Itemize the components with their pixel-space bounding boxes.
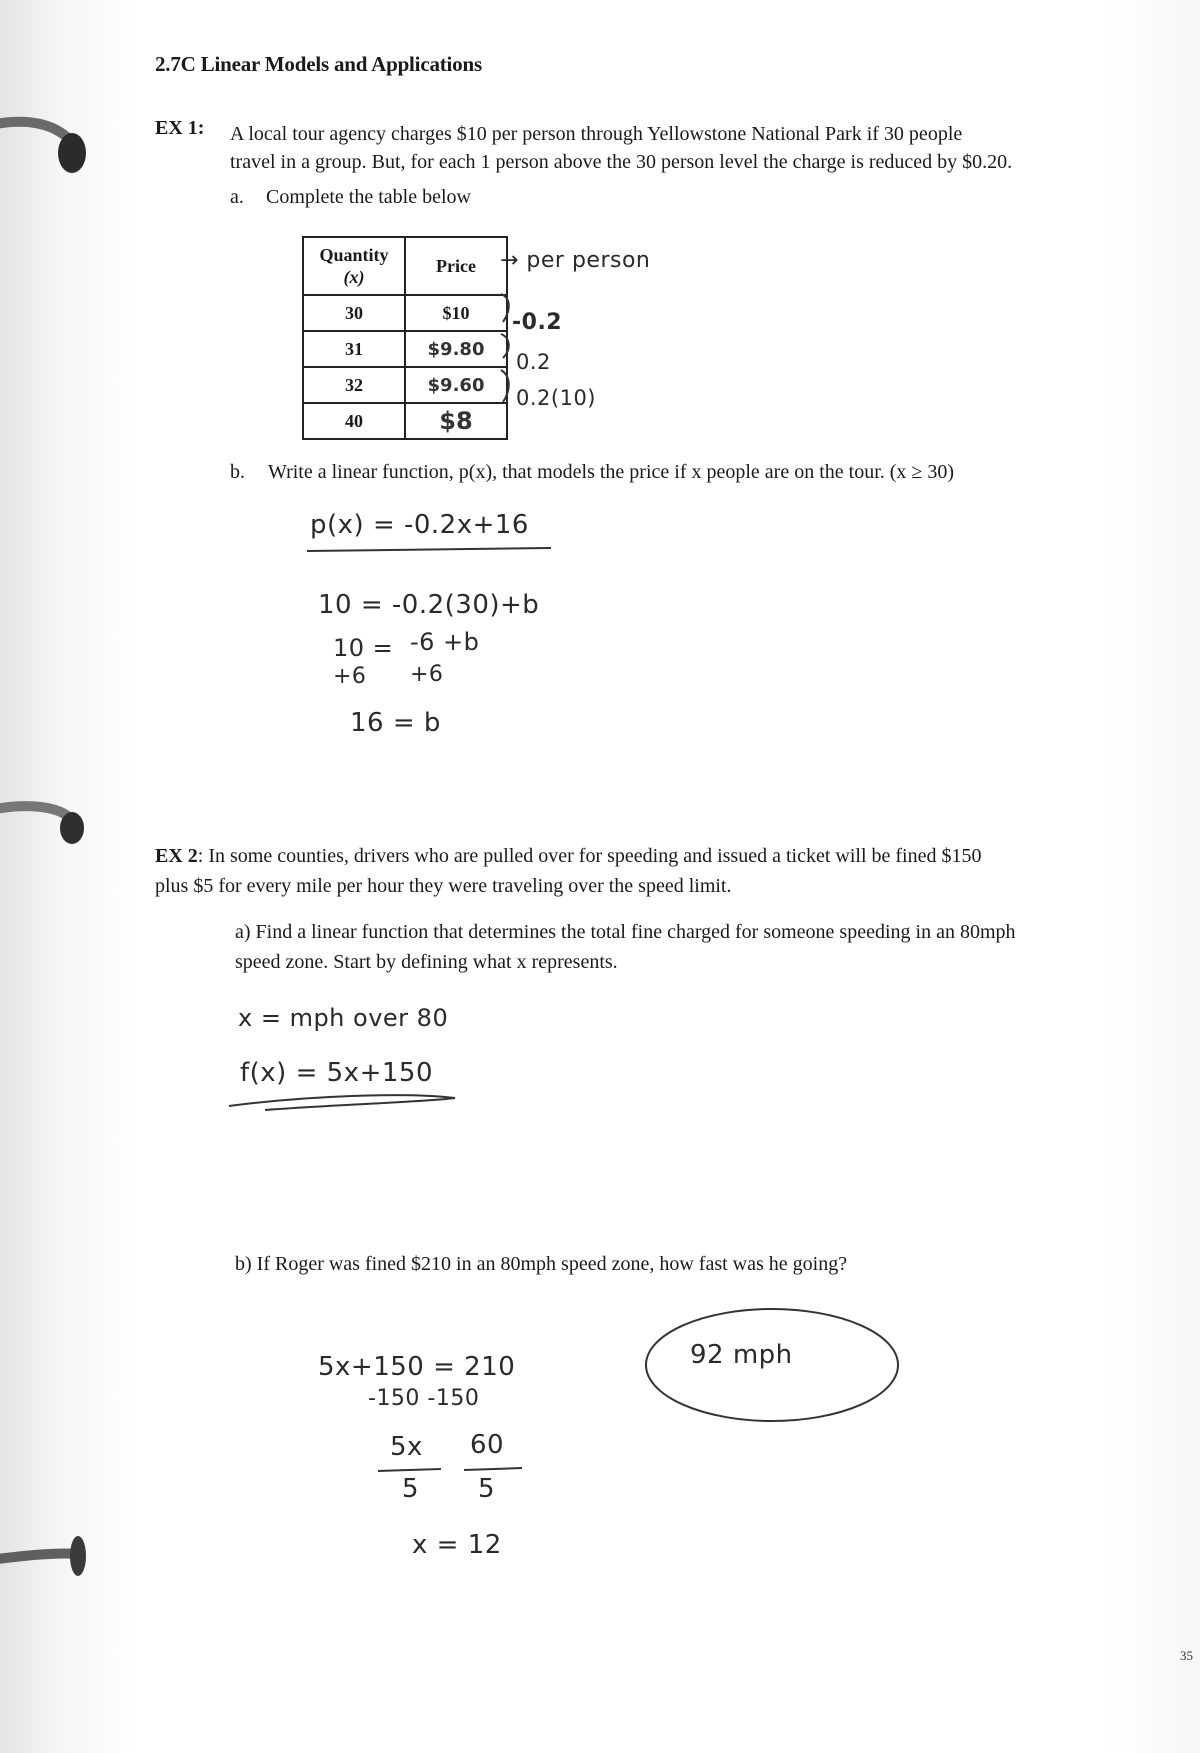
ex1-part-b-label: b. [230,461,245,483]
hw-step3-left: +6 [333,664,367,689]
header-quantity-var: (x) [343,267,365,287]
hw-b-step3-right: 60 [470,1430,505,1460]
price-table [302,236,508,440]
price-cell-handwritten: $9.60 [405,367,507,403]
hw-b-step5: x = 12 [412,1530,502,1560]
table-header-quantity [303,237,405,295]
header-quantity-label: Quantity [319,245,389,265]
binder-ring-top-icon [0,95,100,185]
hw-b-answer: 92 mph [690,1340,793,1370]
price-cell-handwritten: $8 [405,403,507,439]
hw-step3-right: +6 [410,662,444,687]
binder-ring-middle-icon [0,790,100,870]
hw-b-step4-right: 5 [478,1474,496,1504]
page-number: 35 [1180,1648,1193,1663]
table-header-price: Price [405,237,507,295]
ex1-text-line2: travel in a group. But, for each 1 person above the 30 person level the charge is reduced by $0.20. [230,151,1013,173]
hw-define-x: x = mph over 80 [238,1004,449,1032]
hw-step2-right: -6 +b [410,628,480,656]
hw-b-step3-left: 5x [390,1432,423,1462]
hw-b-step4-left: 5 [402,1474,420,1504]
hw-step2-left: 10 = [333,634,394,662]
ex2-label: EX 2 [155,845,198,867]
table-row [303,295,507,331]
ex2-part-b-text: b) If Roger was fined $210 in an 80mph speed zone, how fast was he going? [235,1253,848,1275]
ex2-text-line1: : In some counties, drivers who are pulled over for speeding and issued a ticket will be fined $150 [197,845,982,867]
function-underline-icon [225,1090,465,1112]
hw-per-person: → per person [500,248,651,273]
table-row [303,367,507,403]
hw-function-f: f(x) = 5x+150 [240,1058,433,1088]
fraction-bar-icon [376,1466,526,1474]
quantity-cell: 30 [303,295,405,331]
hw-diff-1: -0.2 [512,310,563,335]
hw-step1: 10 = -0.2(30)+b [318,590,540,620]
price-cell-handwritten: $9.80 [405,331,507,367]
binder-ring-bottom-icon [0,1520,100,1600]
hw-step4: 16 = b [350,708,441,738]
ex2-text [155,842,981,870]
hw-b-step2: -150 -150 [368,1386,480,1411]
ex1-part-a-label: a. [230,186,244,208]
hw-diff-3: 0.2(10) [516,386,597,410]
table-row [303,403,507,439]
hw-answer-p: p(x) = -0.2x+16 [310,510,529,540]
quantity-cell: 31 [303,331,405,367]
ex1-part-a-text: Complete the table below [266,186,471,208]
ex2-text-line2: plus $5 for every mile per hour they were traveling over the speed limit. [155,875,732,897]
page-title: 2.7C Linear Models and Applications [155,52,482,76]
table-row [303,331,507,367]
quantity-cell: 40 [303,403,405,439]
hw-b-step1: 5x+150 = 210 [318,1352,516,1382]
hw-diff-2: 0.2 [516,350,551,374]
ex2-part-a-line1: a) Find a linear function that determines the total fine charged for someone speeding in an 80mph [235,921,1016,943]
ex1-part-b-text: Write a linear function, p(x), that models the price if x people are on the tour. (x ≥ 30) [268,461,955,483]
ex1-text-line1: A local tour agency charges $10 per person through Yellowstone National Park if 30 people [230,123,963,145]
answer-underline-icon [305,545,555,555]
ex1-label: EX 1: [155,117,205,139]
quantity-cell: 32 [303,367,405,403]
ex2-part-a-line2: speed zone. Start by defining what x represents. [235,951,618,973]
price-cell: $10 [405,295,507,331]
